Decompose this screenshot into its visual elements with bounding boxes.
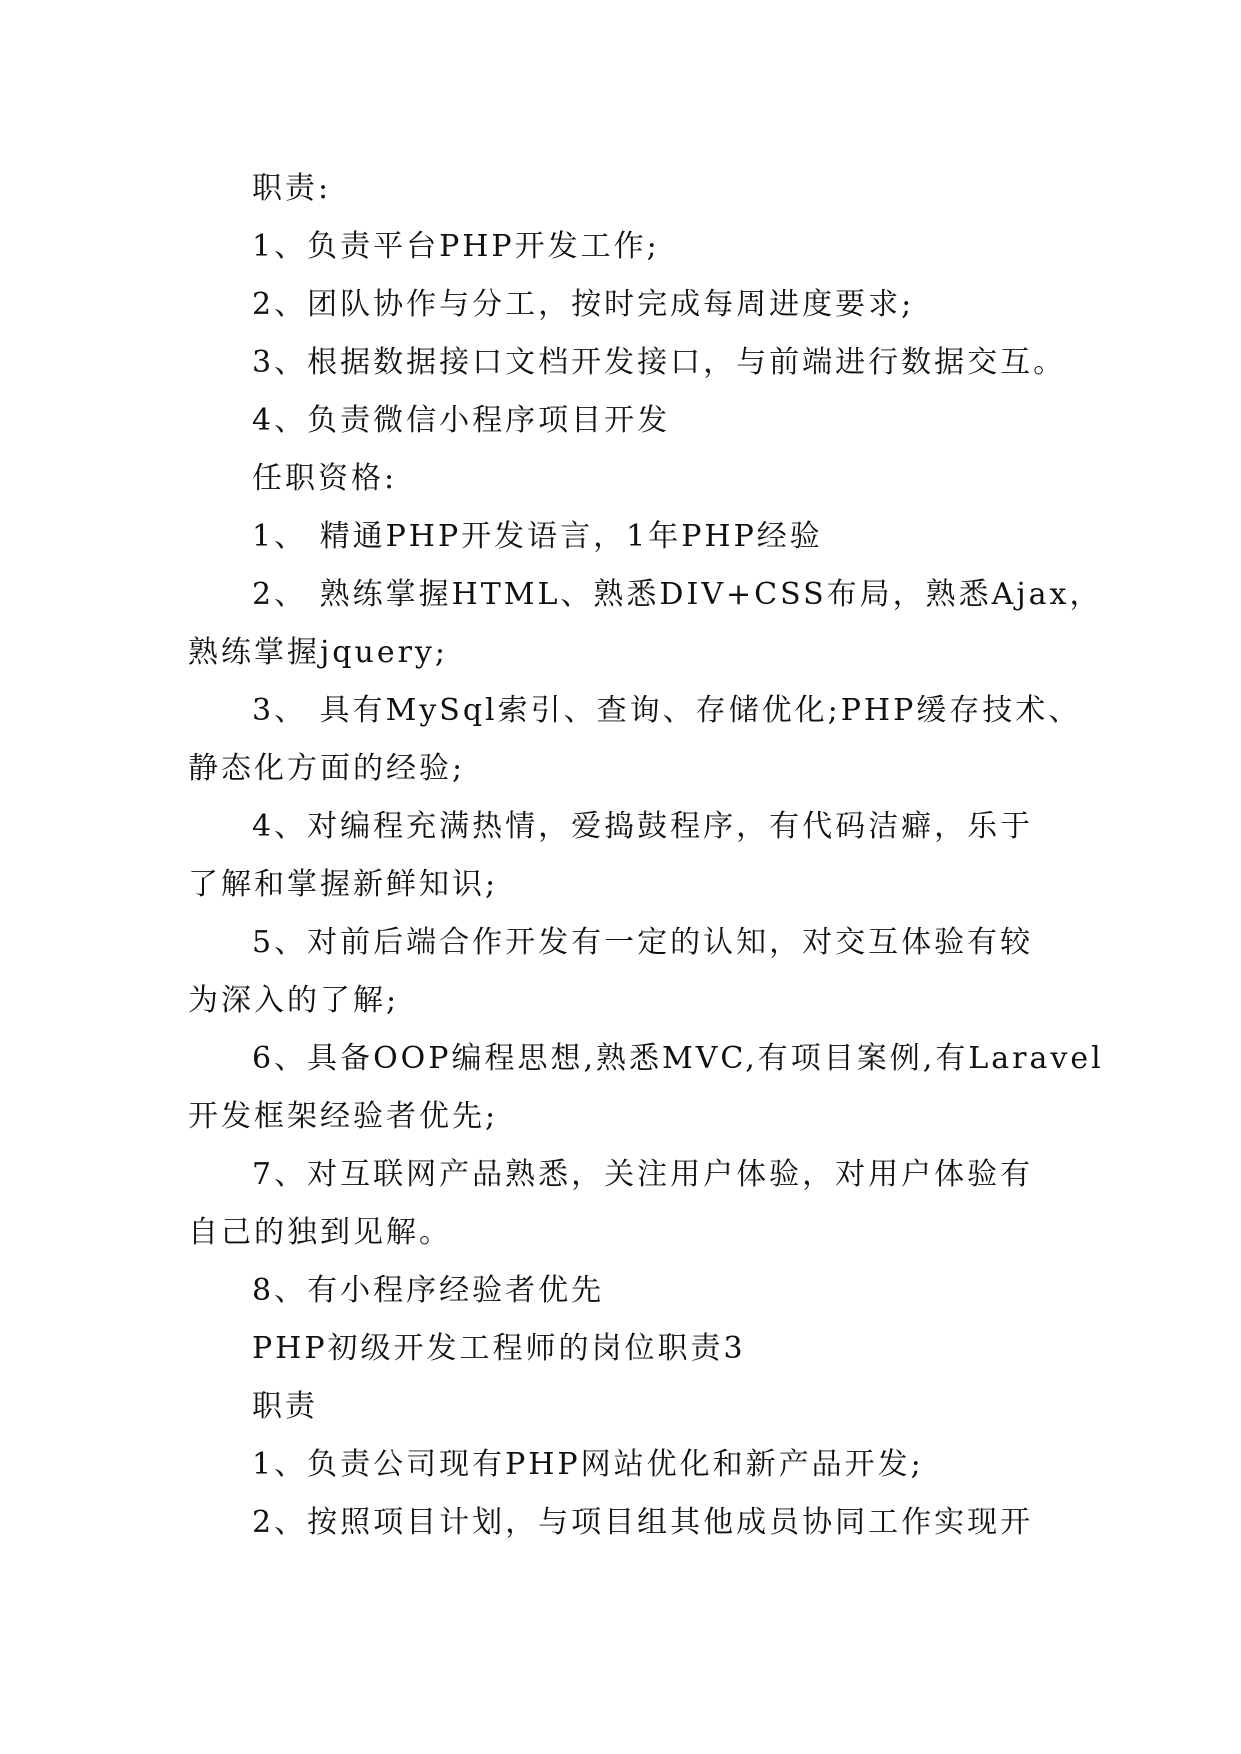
section-heading-job-title: PHP初级开发工程师的岗位职责3 <box>252 1331 746 1366</box>
paragraph-line: 熟练掌握jquery; <box>188 635 448 670</box>
paragraph-line: 8、有小程序经验者优先 <box>252 1273 605 1308</box>
paragraph-line: 2、团队协作与分工，按时完成每周进度要求; <box>252 287 915 322</box>
paragraph-line: 1、负责公司现有PHP网站优化和新产品开发; <box>252 1447 924 1482</box>
section-heading-duties: 职责 <box>252 1389 318 1424</box>
paragraph-line: 2、按照项目计划，与项目组其他成员协同工作实现开 <box>252 1505 1034 1540</box>
paragraph-line: 3、 具有MySql索引、查询、存储优化;PHP缓存技术、 <box>252 693 1082 728</box>
paragraph-line: 5、对前后端合作开发有一定的认知，对交互体验有较 <box>252 925 1034 960</box>
paragraph-line: 7、对互联网产品熟悉，关注用户体验，对用户体验有 <box>252 1157 1034 1192</box>
paragraph-line: 自己的独到见解。 <box>188 1215 452 1250</box>
section-heading-qualifications: 任职资格: <box>252 461 398 496</box>
paragraph-line: 1、负责平台PHP开发工作; <box>252 229 660 264</box>
paragraph-line: 开发框架经验者优先; <box>188 1099 499 1134</box>
paragraph-line: 2、 熟练掌握HTML、熟悉DIV+CSS布局，熟悉Ajax， <box>252 577 1103 612</box>
paragraph-line: 1、 精通PHP开发语言，1年PHP经验 <box>252 519 823 554</box>
document-body <box>188 160 1104 1552</box>
paragraph-line: 了解和掌握新鲜知识; <box>188 867 499 902</box>
paragraph-line: 为深入的了解; <box>188 983 400 1018</box>
section-heading-duties: 职责: <box>252 171 332 206</box>
paragraph-line: 4、对编程充满热情，爱捣鼓程序，有代码洁癖，乐于 <box>252 809 1034 844</box>
paragraph-line: 静态化方面的经验; <box>188 751 466 786</box>
paragraph-line: 3、根据数据接口文档开发接口，与前端进行数据交互。 <box>252 345 1067 380</box>
paragraph-line: 4、负责微信小程序项目开发 <box>252 403 671 438</box>
paragraph-line: 6、具备OOP编程思想,熟悉MVC,有项目案例,有Laravel <box>252 1041 1104 1076</box>
